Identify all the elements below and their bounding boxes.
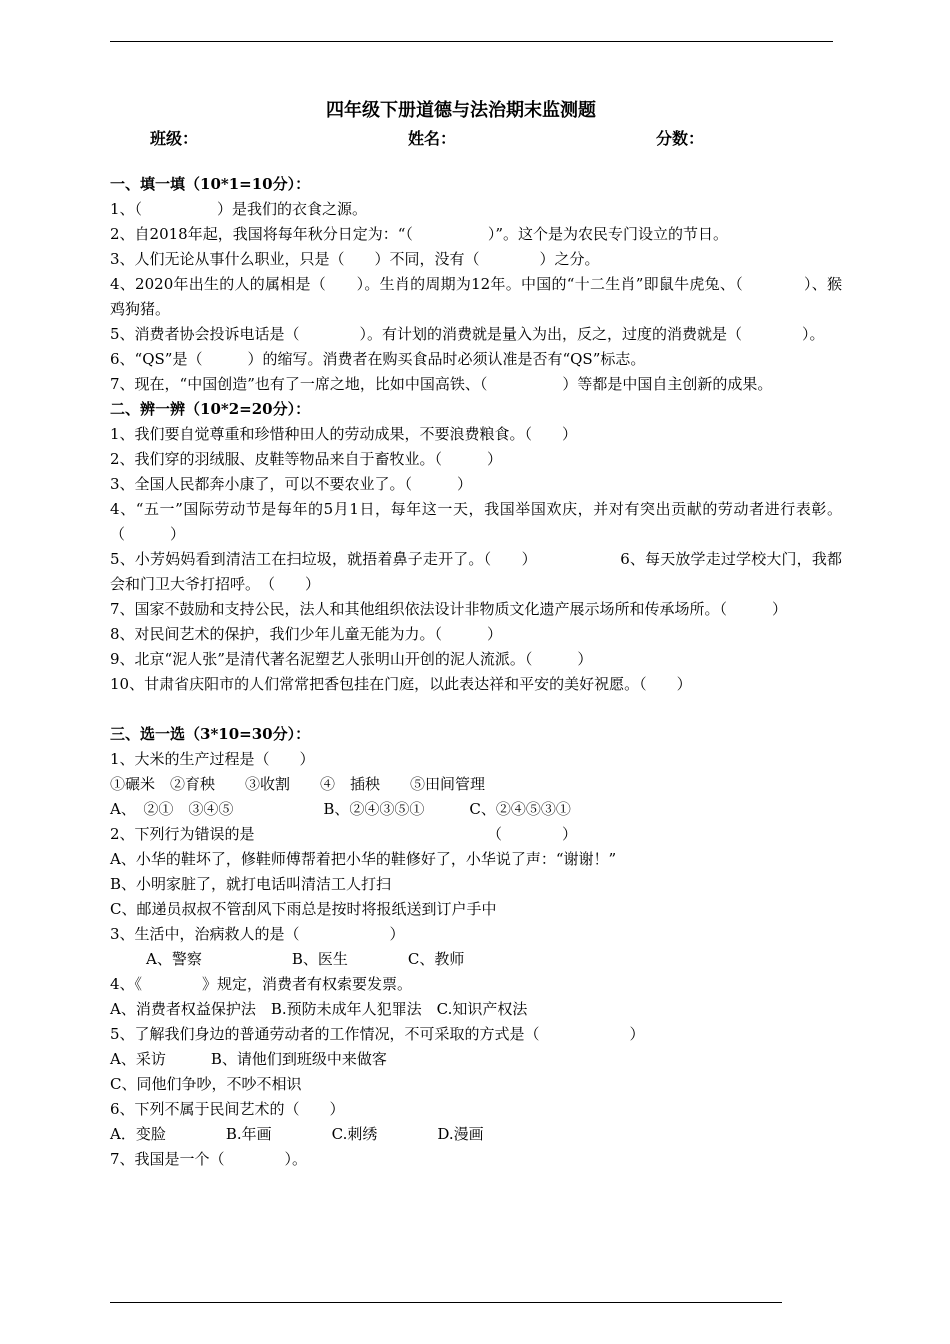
question-3-1-items: ①碾米 ②育秧 ③收割 ④ 插秧 ⑤田间管理 xyxy=(110,775,486,793)
question-2-2: 2、我们穿的羽绒服、皮鞋等物品来自于畜牧业。（ ） xyxy=(110,450,503,468)
question-3-5: 5、了解我们身边的普通劳动者的工作情况，不可采取的方式是（ ） xyxy=(110,1025,645,1043)
question-1-2: 2、自2018年起，我国将每年秋分日定为：“（ ）”。这个是为农民专门设立的节日。 xyxy=(110,225,729,243)
question-2-3: 3、全国人民都奔小康了，可以不要农业了。（ ） xyxy=(110,475,473,493)
question-3-5-option-c: C、同他们争吵，不吵不相识 xyxy=(110,1075,302,1093)
name-label: 姓名： xyxy=(408,129,457,148)
question-2-7: 7、国家不鼓励和支持公民，法人和其他组织依法设计非物质文化遗产展示场所和传承场所。（ ） xyxy=(110,600,788,618)
question-1-7: 7、现在，“中国创造”也有了一席之地，比如中国高铁、（ ）等都是中国自主创新的成果。 xyxy=(110,375,773,393)
question-3-6-options: A．变脸 B.年画 C.刺绣 D.漫画 xyxy=(110,1125,484,1143)
question-3-2-option-b: B、小明家脏了，就打电话叫清洁工人打扫 xyxy=(110,875,392,893)
section-1-title: 一、填一填（10*1=10分）： xyxy=(110,175,311,193)
question-1-3: 3、人们无论从事什么职业，只是（ ）不同，没有（ ）之分。 xyxy=(110,250,600,268)
question-3-2: 2、下列行为错误的是 （ ） xyxy=(110,825,578,843)
question-3-5-options-ab: A、采访 B、请他们到班级中来做客 xyxy=(110,1050,387,1068)
question-2-4: 4、“五一”国际劳动节是每年的5月1日，每年这一天，我国举国欢庆，并对有突出贡献的劳动者进行表彰。（ ） xyxy=(110,500,842,543)
question-2-8: 8、对民间艺术的保护，我们少年儿童无能为力。（ ） xyxy=(110,625,503,643)
exam-content xyxy=(110,172,842,1172)
bottom-rule xyxy=(110,1302,782,1303)
question-2-9: 9、北京“泥人张”是清代著名泥塑艺人张明山开创的泥人流派。（ ） xyxy=(110,650,593,668)
question-2-1: 1、我们要自觉尊重和珍惜种田人的劳动成果，不要浪费粮食。（ ） xyxy=(110,425,578,443)
question-3-6: 6、下列不属于民间艺术的（ ） xyxy=(110,1100,345,1118)
question-3-3: 3、生活中，治病救人的是（ ） xyxy=(110,925,405,943)
score-label: 分数： xyxy=(656,129,705,148)
question-3-4: 4、《 》规定，消费者有权索要发票。 xyxy=(110,975,413,993)
question-2-10: 10、甘肃省庆阳市的人们常常把香包挂在门庭，以此表达祥和平安的美好祝愿。（ ） xyxy=(110,675,692,693)
question-2-5-6: 5、小芳妈妈看到清洁工在扫垃圾，就捂着鼻子走开了。（ ） 6、每天放学走过学校大门，我都会和门卫大爷打招呼。 （ ） xyxy=(110,550,842,593)
question-1-4: 4、2020年出生的人的属相是（ ）。生肖的周期为12年。中国的“十二生肖”即鼠牛虎兔、（ ）、猴鸡狗猪。 xyxy=(110,275,842,318)
question-1-6: 6、“QS”是（ ）的缩写。消费者在购买食品时必须认准是否有“QS”标志。 xyxy=(110,350,646,368)
question-3-2-option-c: C、邮递员叔叔不管刮风下雨总是按时将报纸送到订户手中 xyxy=(110,900,497,918)
question-1-1: 1、（ ）是我们的衣食之源。 xyxy=(110,200,368,218)
question-3-2-option-a: A、小华的鞋坏了，修鞋师傅帮着把小华的鞋修好了，小华说了声：“谢谢！” xyxy=(110,850,617,868)
section-2-title: 二、辨一辨（10*2=20分）： xyxy=(110,400,311,418)
page-title: 四年级下册道德与法治期末监测题 xyxy=(326,100,596,121)
class-label: 班级： xyxy=(150,129,199,148)
top-rule xyxy=(110,41,833,42)
question-3-1-options: A、 ②① ③④⑤ B、②④③⑤① C、②④⑤③① xyxy=(110,800,571,818)
question-3-4-options: A、消费者权益保护法 B.预防未成年人犯罪法 C.知识产权法 xyxy=(110,1000,528,1018)
question-3-3-options: A、警察 B、医生 C、教师 xyxy=(146,950,465,968)
question-1-5: 5、消费者协会投诉电话是（ ）。有计划的消费就是量入为出，反之，过度的消费就是（ ）。 xyxy=(110,325,825,343)
section-3-title: 三、选一选（3*10=30分）： xyxy=(110,725,311,743)
question-3-1: 1、大米的生产过程是（ ） xyxy=(110,750,315,768)
question-3-7: 7、我国是一个（ ）。 xyxy=(110,1150,308,1168)
